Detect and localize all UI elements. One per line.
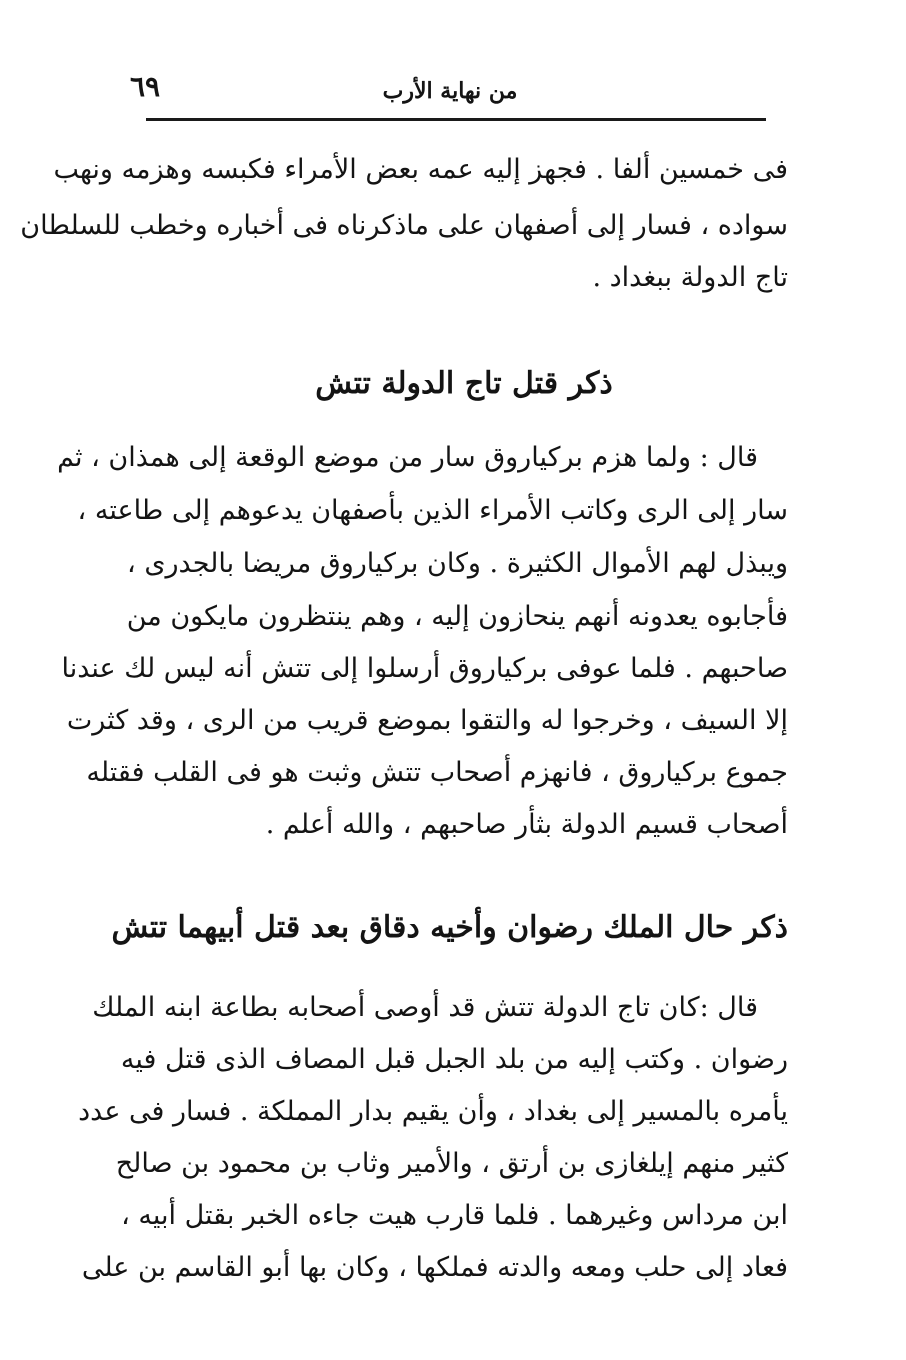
section2-line-4: كثير منهم إيلغازى بن أرتق ، والأمير وثاب بن محمود بن صالح bbox=[115, 1148, 788, 1179]
page-header bbox=[130, 70, 770, 110]
section2-line-5: ابن مرداس وغيرهما . فلما قارب هيت جاءه الخبر بقتل أبيه ، bbox=[121, 1200, 788, 1231]
section-heading-1: ذكر قتل تاج الدولة تتش bbox=[315, 366, 613, 401]
section2-line-3: يأمره بالمسير إلى بغداد ، وأن يقيم بدار المملكة . فسار فى عدد bbox=[78, 1096, 788, 1127]
section1-line-3: ويبذل لهم الأموال الكثيرة . وكان بركياروق مريضا بالجدرى ، bbox=[127, 548, 788, 579]
section1-line-5: صاحبهم . فلما عوفى بركياروق أرسلوا إلى تتش أنه ليس لك عندنا bbox=[61, 653, 788, 684]
section1-line-1: قال : ولما هزم بركياروق سار من موضع الوقعة إلى همذان ، ثم bbox=[57, 442, 758, 473]
intro-line-1: فى خمسين ألفا . فجهز إليه عمه بعض الأمراء فكبسه وهزمه ونهب bbox=[53, 154, 788, 185]
intro-line-2: سواده ، فسار إلى أصفهان على ماذكرناه فى أخباره وخطب للسلطان bbox=[20, 210, 788, 241]
page-number: ٦٩ bbox=[130, 70, 161, 103]
section1-line-8: أصحاب قسيم الدولة بثأر صاحبهم ، والله أعلم . bbox=[265, 809, 788, 840]
section-heading-2: ذكر حال الملك رضوان وأخيه دقاق بعد قتل أبيهما تتش bbox=[111, 910, 788, 945]
intro-line-3: تاج الدولة ببغداد . bbox=[592, 262, 788, 293]
section2-line-6: فعاد إلى حلب ومعه والدته فملكها ، وكان بها أبو القاسم بن على bbox=[81, 1252, 788, 1283]
running-title: من نهاية الأرب bbox=[382, 78, 518, 104]
section1-line-4: فأجابوه يعدونه أنهم ينحازون إليه ، وهم ينتظرون مايكون من bbox=[126, 601, 788, 632]
section1-line-2: سار إلى الرى وكاتب الأمراء الذين بأصفهان يدعوهم إلى طاعته ، bbox=[77, 495, 788, 526]
section1-line-7: جموع بركياروق ، فانهزم أصحاب تتش وثبت هو فى القلب فقتله bbox=[86, 757, 788, 788]
section1-line-6: إلا السيف ، وخرجوا له والتقوا بموضع قريب من الرى ، وقد كثرت bbox=[66, 705, 788, 736]
section2-line-2: رضوان . وكتب إليه من بلد الجبل قبل المصاف الذى قتل فيه bbox=[120, 1044, 788, 1075]
header-rule bbox=[146, 118, 766, 121]
section2-line-1: قال :كان تاج الدولة تتش قد أوصى أصحابه بطاعة ابنه الملك bbox=[92, 992, 758, 1023]
